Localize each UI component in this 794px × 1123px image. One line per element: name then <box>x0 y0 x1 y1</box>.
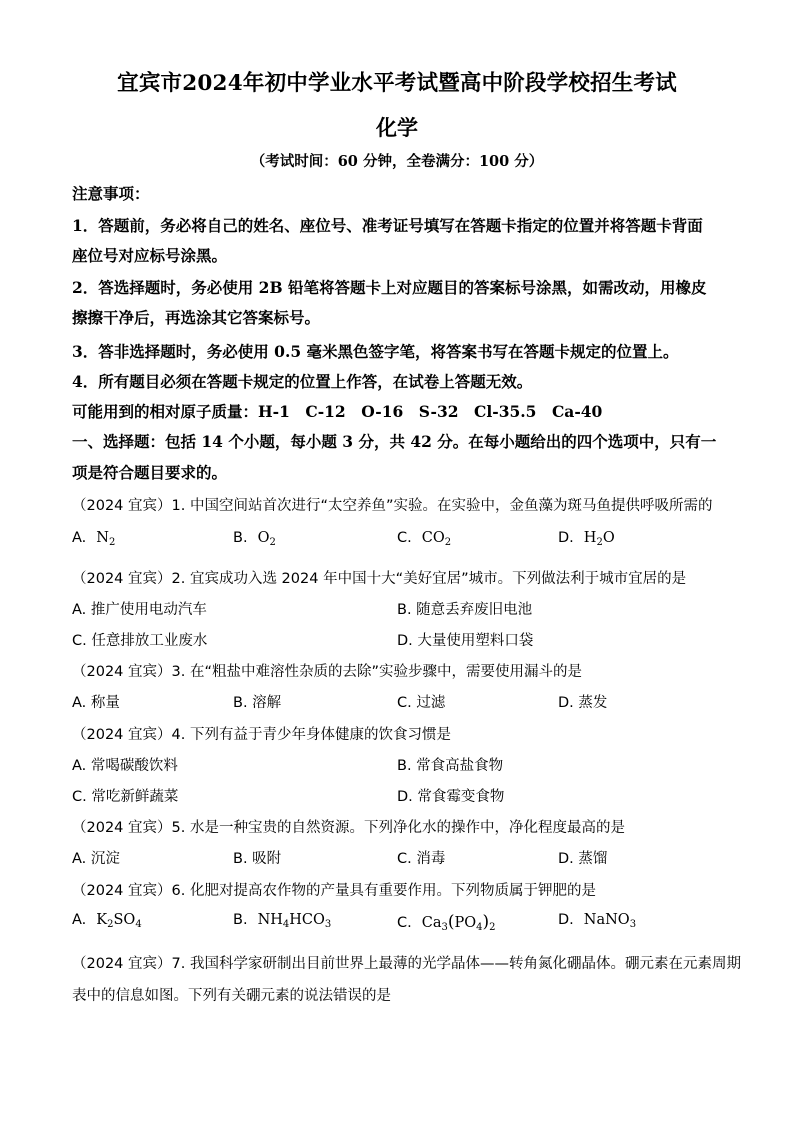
notice-item-1-line-2: 座位号对应标号涂黑。 <box>72 246 228 265</box>
q3-option-d: D. 蒸发 <box>558 695 608 711</box>
question-6-stem: （2024 宜宾）6. 化肥对提高农作物的产量具有重要作用。下列物质属于钾肥的是 <box>72 883 596 899</box>
q4-option-b: B. 常食高盐食物 <box>397 758 504 774</box>
question-7-stem-line-2: 表中的信息如图。下列有关硼元素的说法错误的是 <box>72 988 391 1004</box>
q5-option-b: B. 吸附 <box>233 851 282 867</box>
q5-option-d: D. 蒸馏 <box>558 851 608 867</box>
q2-option-b: B. 随意丢弃废旧电池 <box>397 602 533 618</box>
q3-option-c: C. 过滤 <box>397 695 446 711</box>
q5-option-a: A. 沉淀 <box>72 851 120 867</box>
notice-heading: 注意事项： <box>72 184 150 203</box>
q4-option-d: D. 常食霉变食物 <box>397 789 505 805</box>
section-1-heading-line-1: 一、选择题：包括 14 个小题，每小题 3 分，共 42 分。在每小题给出的四个选项中，只有一 <box>72 432 717 451</box>
question-5-stem: （2024 宜宾）5. 水是一种宝贵的自然资源。下列净化水的操作中，净化程度最高的是 <box>72 820 625 836</box>
q6-option-c: C. $Ca_3(PO_4)_2$ <box>397 912 496 933</box>
question-1-stem: （2024 宜宾）1. 中国空间站首次进行“太空养鱼”实验。在实验中，金鱼藻为斑马鱼提供呼吸所需的 <box>72 498 713 514</box>
q6-option-b: B. $NH_4HCO_3$ <box>233 912 332 930</box>
q1-option-a: A. $N_2$ <box>72 530 116 548</box>
exam-title: 宜宾市2024年初中学业水平考试暨高中阶段学校招生考试 <box>117 71 677 96</box>
question-7-stem-line-1: （2024 宜宾）7. 我国科学家研制出目前世界上最薄的光学晶体——转角氮化硼晶体。硼元素在元素周期 <box>72 956 741 972</box>
notice-item-4: 4．所有题目必须在答题卡规定的位置上作答，在试卷上答题无效。 <box>72 372 533 391</box>
q4-option-c: C. 常吃新鲜蔬菜 <box>72 789 179 805</box>
notice-item-2-line-2: 擦擦干净后，再选涂其它答案标号。 <box>72 308 321 327</box>
question-4-stem: （2024 宜宾）4. 下列有益于青少年身体健康的饮食习惯是 <box>72 727 451 743</box>
notice-item-3: 3．答非选择题时，务必使用 0.5 毫米黑色签字笔，将答案书写在答题卡规定的位置上。 <box>72 342 679 361</box>
question-2-stem: （2024 宜宾）2. 宜宾成功入选 2024 年中国十大“美好宜居”城市。下列做法利于城市宜居的是 <box>72 571 687 587</box>
q6-option-d: D. NaNO$_3$ <box>558 912 637 930</box>
notice-item-2-line-1: 2．答选择题时，务必使用 2B 铅笔将答题卡上对应题目的答案标号涂黑，如需改动，用橡皮 <box>72 278 707 297</box>
exam-info: （考试时间：60 分钟，全卷满分：100 分） <box>250 153 544 170</box>
atomic-masses: 可能用到的相对原子质量：H-1 C-12 O-16 S-32 Cl-35.5 Ca-40 <box>72 402 603 421</box>
q1-option-c: C. $CO_2$ <box>397 530 452 548</box>
q4-option-a: A. 常喝碳酸饮料 <box>72 758 178 774</box>
notice-item-1-line-1: 1．答题前，务必将自己的姓名、座位号、准考证号填写在答题卡指定的位置并将答题卡背面 <box>72 216 703 235</box>
q2-option-a: A. 推广使用电动汽车 <box>72 602 207 618</box>
q5-option-c: C. 消毒 <box>397 851 446 867</box>
q3-option-b: B. 溶解 <box>233 695 282 711</box>
q1-option-d: D. $H_2O$ <box>558 530 615 548</box>
q3-option-a: A. 称量 <box>72 695 120 711</box>
subject-title: 化学 <box>376 115 418 140</box>
q2-option-c: C. 任意排放工业废水 <box>72 633 208 649</box>
q1-option-b: B. $O_2$ <box>233 530 276 548</box>
section-1-heading-line-2: 项是符合题目要求的。 <box>72 463 228 482</box>
q6-option-a: A. $K_2SO_4$ <box>72 912 142 930</box>
question-3-stem: （2024 宜宾）3. 在“粗盐中难溶性杂质的去除”实验步骤中，需要使用漏斗的是 <box>72 664 582 680</box>
q2-option-d: D. 大量使用塑料口袋 <box>397 633 534 649</box>
